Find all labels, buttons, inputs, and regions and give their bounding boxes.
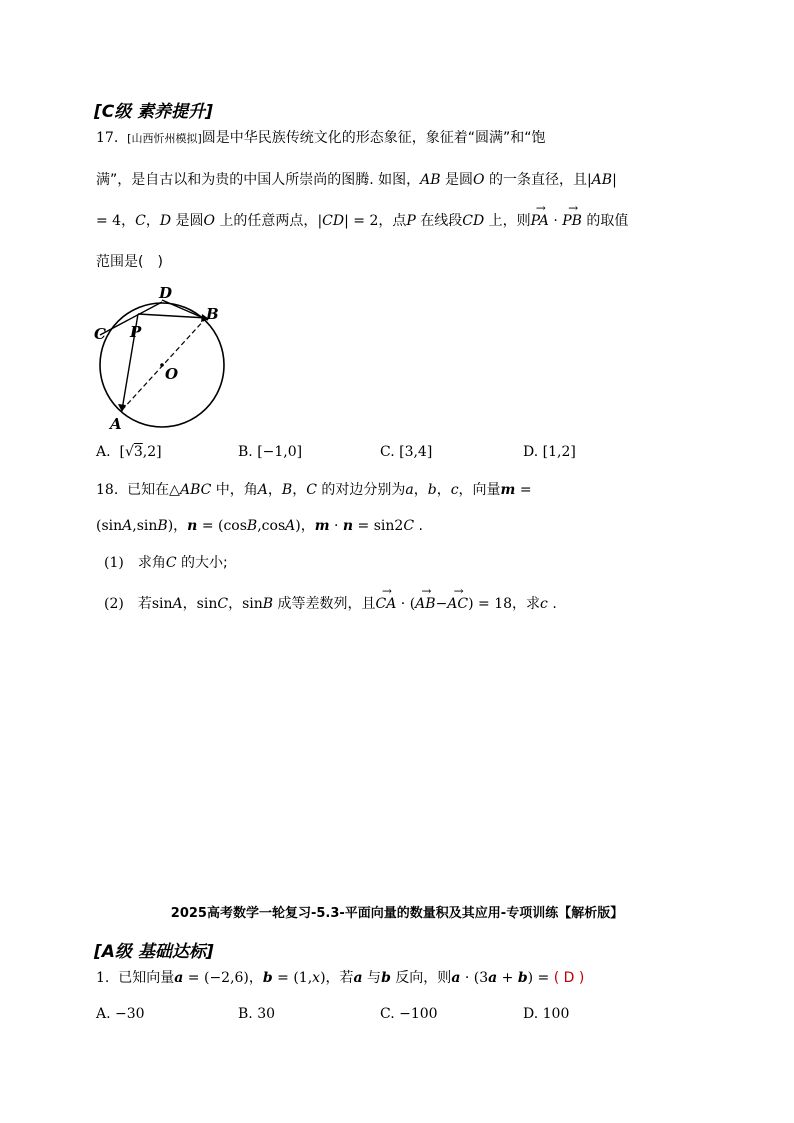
question-18-part-1: (1) 求角C 的大小; [104, 555, 228, 571]
question-17-line-1: 17. [山西忻州模拟]圆是中华民族传统文化的形态象征，象征着“圆满”和“饱 [96, 130, 546, 146]
q1-option-b: B. 30 [238, 1006, 276, 1022]
label-a: A [110, 415, 122, 432]
label-p: P [130, 323, 142, 341]
section-heading-a: [A级 基础达标] [94, 942, 214, 962]
q17-option-a: A. [√3,2] [96, 444, 162, 460]
answer-letter: D [563, 970, 575, 986]
label-o: O [165, 365, 179, 383]
question-17-line-4: 范围是( ) [96, 254, 163, 270]
q17-option-d: D. [1,2] [523, 444, 576, 460]
question-source: [山西忻州模拟] [127, 132, 202, 145]
q1-option-c: C. −100 [380, 1006, 438, 1022]
label-d: D [159, 284, 173, 302]
q1-option-d: D. 100 [523, 1006, 570, 1022]
q17-option-c: C. [3,4] [380, 444, 433, 460]
label-c: C [94, 325, 106, 343]
question-18-part-2: (2) 若sinA，sinC，sinB 成等差数列，且→ CA · (→ AB−→ AC) = 18，求c . [104, 594, 557, 614]
document-title: 2025高考数学一轮复习-5.3-平面向量的数量积及其应用-专项训练【解析版】 [170, 906, 624, 921]
q17-option-b: B. [−1,0] [238, 444, 303, 460]
question-1: 1. 已知向量a = (−2,6)，b = (1,x)，若a 与b 反向，则a · (3a + b) = ( D ) [96, 970, 585, 986]
question-17-line-3: = 4，C，D 是圆O 上的任意两点，|CD| = 2，点P 在线段CD 上，则→ PA · → PB 的取值 [96, 211, 628, 231]
question-17-line-2: 满”，是自古以和为贵的中国人所崇尚的图腾. 如图，AB 是圆O 的一条直径，且|AB| [96, 172, 617, 188]
question-18-line-2: (sinA,sinB)，n = (cosB,cosA)，m · n = sin2C . [96, 518, 423, 534]
question-number: 17. [96, 130, 119, 146]
label-b: B [206, 305, 219, 323]
question-18-line-1: 18. 已知在△ABC 中，角A，B，C 的对边分别为a，b，c，向量m = [96, 482, 532, 498]
q1-option-a: A. −30 [96, 1006, 145, 1022]
section-heading-c: [C级 素养提升] [94, 102, 213, 122]
circle-figure [90, 282, 240, 432]
